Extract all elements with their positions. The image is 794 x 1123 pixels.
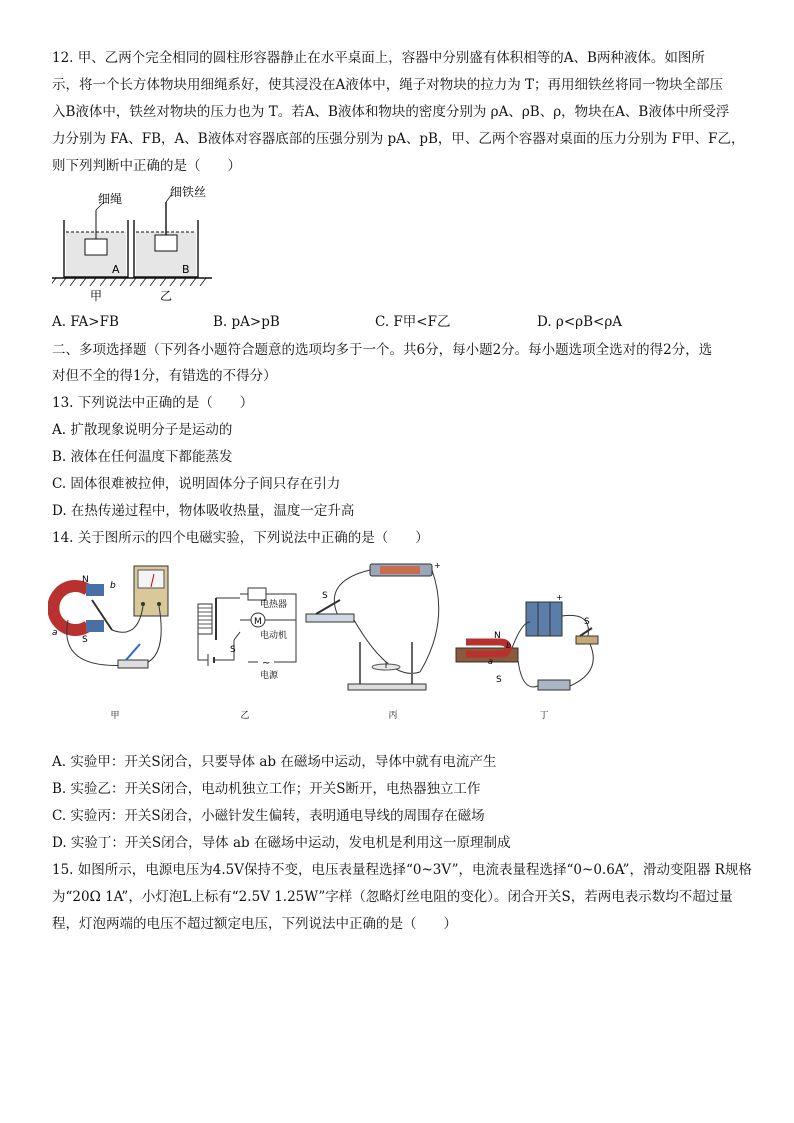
q14-figure-jia [48,560,188,685]
section2-heading-line-2: 对但不全的得1分，有错选的不得分） [52,368,277,384]
q15-line-2: 为“20Ω 1A”，小灯泡L上标有“2.5V 1.25W”字样（忽略灯丝电阻的变化）。闭合开关S，若两电表示数均不超过量 [52,889,733,905]
label-wire: 细铁丝 [170,185,207,199]
rheostat [538,680,570,690]
label-heater: 电热器 [260,600,288,610]
label-plus-ding: + [556,593,563,602]
q13-stem: 13. 下列说法中正确的是（ ） [52,395,254,411]
label-n-jia: N [82,575,89,585]
stand-base [348,684,426,690]
caption-bing: 丙 [388,711,398,721]
battery-pack [526,602,562,636]
q13-option-b[interactable]: B. 液体在任何温度下都能蒸发 [52,449,233,465]
switch-ding [576,636,598,644]
q12-containers-figure [52,182,222,307]
label-m: M [254,617,262,627]
label-a-jia: a [52,628,58,638]
heater-symbol [248,588,266,600]
q14-option-d[interactable]: D. 实验丁：开关S闭合，导体 ab 在磁场中运动，发电机是利用这一原理制成 [52,835,511,851]
q12-option-b[interactable]: B. pA>pB [213,314,280,330]
label-power-source: 电源 [260,671,279,680]
q12-option-c[interactable]: C. F甲<F乙 [375,314,451,330]
block-in-a [85,239,107,255]
q14-option-a[interactable]: A. 实验甲：开关S闭合，只要导体 ab 在磁场中运动，导体中就有电流产生 [52,754,497,770]
block-in-b [155,235,177,251]
q14-option-b[interactable]: B. 实验乙：开关S闭合，电动机独立工作；开关S断开，电热器独立工作 [52,781,481,797]
q12-line-2: 示，将一个长方体物块用细绳系好，使其浸没在A液体中，绳子对物块的拉力为 T；再用细铁丝将同一物块全部压 [52,77,724,93]
q12-option-d[interactable]: D. ρ<ρB<ρA [537,314,623,330]
electromagnet-coil [198,604,212,634]
label-b: B [182,263,190,276]
caption-jia: 甲 [110,711,120,721]
label-s-yi: S [230,645,236,655]
label-a: A [112,263,120,276]
section2-heading-line-1: 二、多项选择题（下列各小题符合题意的选项均多于一个。共6分，每小题2分。每小题选项全选对的得2分，选 [52,342,713,358]
q14-stem: 14. 关于图所示的四个电磁实验，下列说法中正确的是（ ） [52,530,429,546]
q13-option-d[interactable]: D. 在热传递过程中，物体吸收热量，温度一定升高 [52,503,355,519]
label-plus-bing: + [434,562,441,570]
u-magnet [53,586,88,630]
q12-line-3: 入B液体中，铁丝对物块的压力也为 T。若A、B液体和物块的密度分别为 ρA、ρB、ρ，物块在A、B液体中所受浮 [52,104,730,120]
q12-line-5: 则下列判断中正确的是（ ） [52,158,241,174]
switch-jia [118,660,148,668]
q12-option-a[interactable]: A. FA>FB [52,314,119,330]
q13-option-c[interactable]: C. 固体很难被拉伸，说明固体分子间只存在引力 [52,476,341,492]
switch-bing [306,614,354,622]
label-s-jia: S [82,635,88,645]
q14-figure-yi [188,580,303,680]
label-ac: ~ [262,658,271,669]
label-n-ding: N [494,631,501,641]
label-yi: 乙 [160,289,173,303]
q14-figure-bing [300,562,450,697]
q15-line-3: 程，灯泡两端的电压不超过额定电压，下列说法中正确的是（ ） [52,916,457,932]
label-s-bing: S [322,591,328,601]
label-jia: 甲 [90,289,103,303]
caption-ding: 丁 [539,711,549,721]
label-b-ding: b [506,641,512,650]
q14-option-c[interactable]: C. 实验丙：开关S闭合，小磁针发生偏转，表明通电导线的周围存在磁场 [52,808,485,824]
label-s-ding: S [496,675,502,685]
label-rope: 细绳 [98,192,123,206]
label-s-ding-switch: S [584,617,590,627]
label-motor: 电动机 [260,631,288,641]
q15-line-1: 15. 如图所示，电源电压为4.5V保持不变，电压表量程选择“0~3V”，电流表量程选择“0~0.6A”，滑动变阻器 R规格 [52,862,752,878]
q12-line-1: 12. 甲、乙两个完全相同的圆柱形容器静止在水平桌面上，容器中分别盛有体积相等的A、B两种液体。如图所 [52,50,705,66]
label-a-ding: a [488,657,493,666]
q12-line-4: 力分别为 FA、FB，A、B液体对容器底部的压强分别为 pA、pB，甲、乙两个容器对桌面的压力分别为 F甲、F乙， [52,131,745,147]
q14-figure-ding [452,592,612,702]
label-b-jia: b [110,581,116,591]
caption-yi: 乙 [240,711,250,721]
q13-option-a[interactable]: A. 扩散现象说明分子是运动的 [52,422,233,438]
